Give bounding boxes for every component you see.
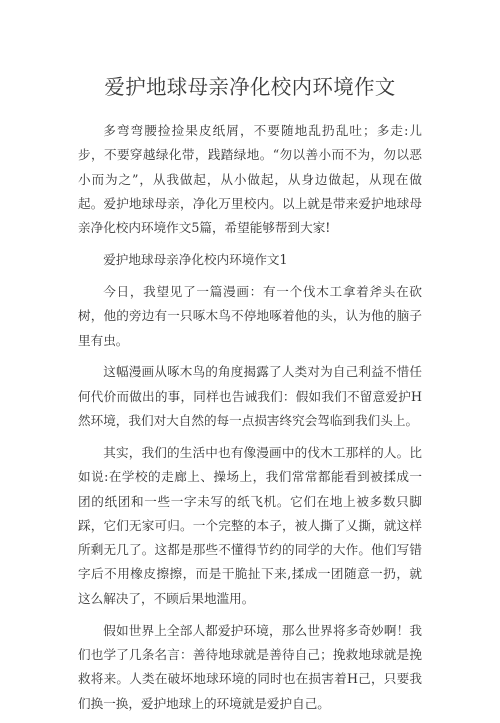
body-paragraph: 假如世界上全部人都爱护环境，那么世界将多奇妙啊！我们也学了几条名言：善待地球就是善待自己；挽救地球就是挽救将来。人类在破坏地球环境的同时也在损害着H己，只要我们换一换，爱护地球上的环境就是爱护自己。 bbox=[78, 622, 422, 711]
body-paragraph: 今日，我望见了一篇漫画：有一个伐木工拿着斧头在砍树，他的旁边有一只啄木鸟不停地啄着他的头，认为他的脑子里有虫。 bbox=[78, 283, 422, 348]
body-paragraph: 这幅漫画从啄木鸟的角度揭露了人类对为自己利益不惜任何代价而做出的事，同样也告诫我们：假如我们不留意爱护H然环境，我们对大自然的每一点损害终究会驾临到我们头上。 bbox=[78, 364, 422, 429]
intro-paragraph: 多弯弯腰捡捡果皮纸屑，不要随地乱扔乱吐；多走:儿步，不要穿越绿化带，践踏绿地。“勿以善小而不为，勿以恶小而为之”，从我做起，从小做起，从身边做起，从现在做起。爱护地球母亲，净化万里校内。以上就是带来爱护地球母亲净化校内环境作文5篇，希望能够帮到大家! bbox=[78, 123, 422, 236]
document-title: 爱护地球母亲净化校内环境作文 bbox=[104, 75, 396, 99]
body-paragraph: 其实，我们的生活中也有像漫画中的伐木工那样的人。比如说:在学校的走廊上、操场上，我们常常都能看到被揉成一团的纸团和一些一字未写的纸飞机。它们在地上被多数只脚踩，它们无家可归。一个完整的本子，被人撕了乂撕，就这样所剩无几了。这都是那些不懂得节约的同学的大作。他们写错字后不用橡皮擦擦，而是干脆扯下来,揉成一团随意一扔，就这么解决了，不顾后果地滥用。 bbox=[78, 444, 422, 606]
section-heading: 爱护地球母亲净化校内环境作文1 bbox=[103, 252, 288, 268]
document-body bbox=[78, 119, 422, 723]
